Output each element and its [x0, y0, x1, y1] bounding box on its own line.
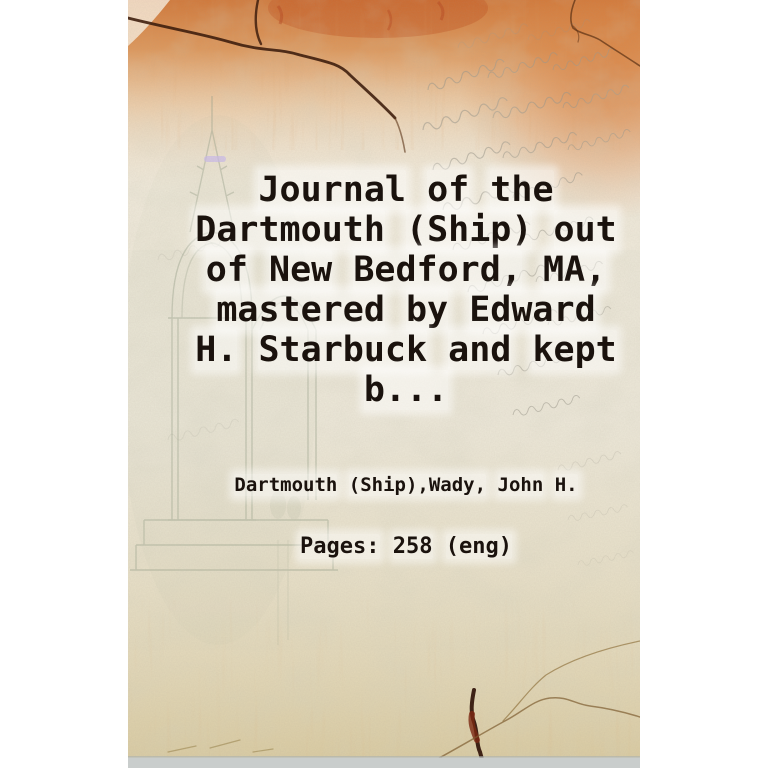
book-title	[150, 170, 640, 410]
title-line-1: Journal of the	[258, 170, 554, 210]
title-line-6: b...	[363, 370, 449, 410]
title-line-3: of New Bedford, MA,	[205, 250, 607, 290]
book-cover	[128, 0, 640, 768]
title-line-2: Dartmouth (Ship) out	[195, 210, 617, 250]
author-line: Dartmouth (Ship),Wady, John H.	[234, 474, 578, 496]
pages-line: Pages: 258 (eng)	[300, 534, 512, 559]
title-line-5: H. Starbuck and kept	[195, 330, 617, 370]
title-line-4: mastered by Edward	[216, 290, 596, 330]
cover-text	[150, 0, 640, 768]
